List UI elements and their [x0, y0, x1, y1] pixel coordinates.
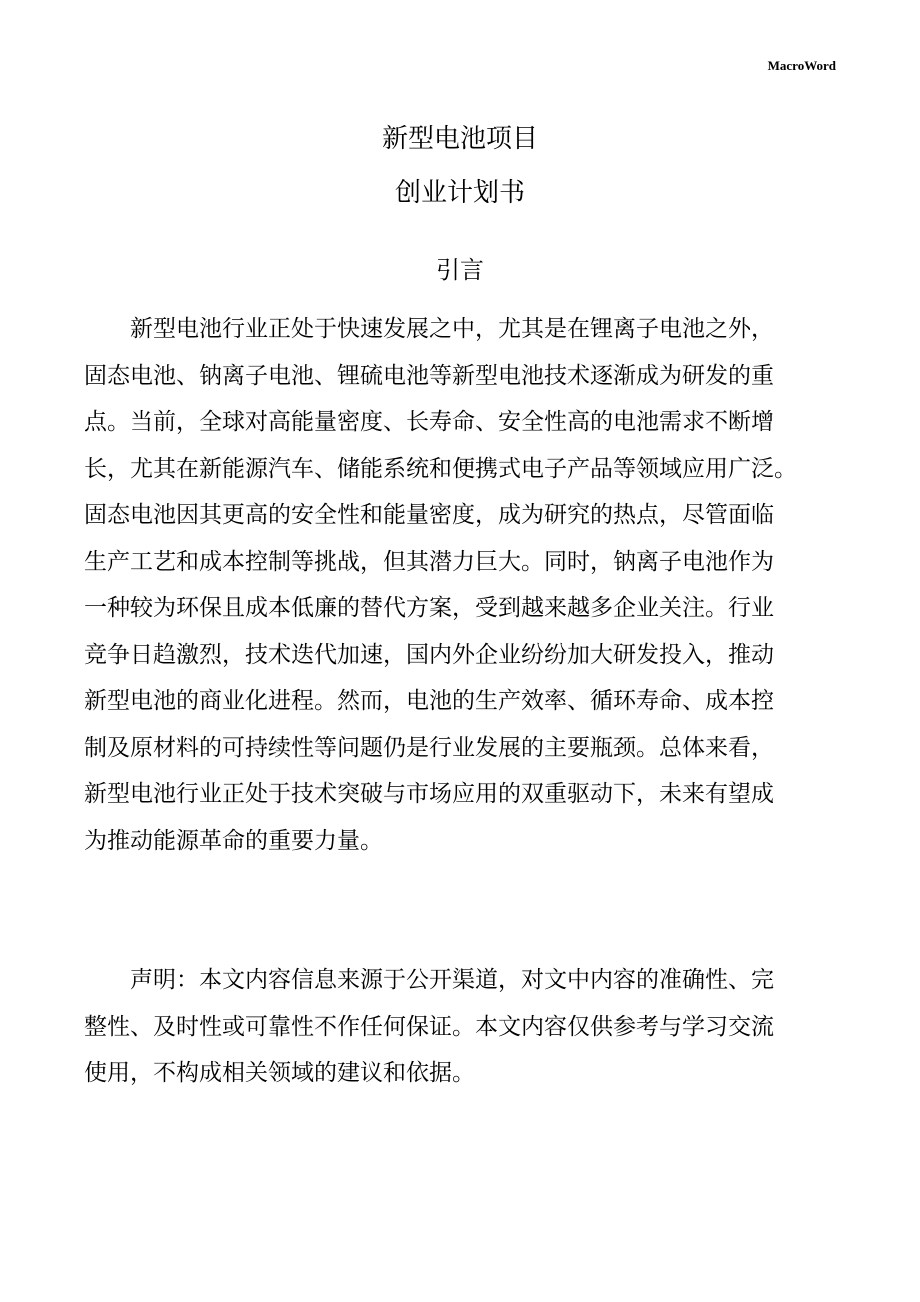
paragraph-line: 固态电池、钠离子电池、锂硫电池等新型电池技术逐渐成为研发的重 — [84, 362, 774, 389]
paragraph-line: 固态电池因其更高的安全性和能量密度，成为研究的热点，尽管面临 — [84, 502, 774, 528]
paragraph-line: 点。当前，全球对高能量密度、长寿命、安全性高的电池需求不断增 — [84, 409, 774, 435]
paragraph-line: 一种较为环保且成本低廉的替代方案，受到越来越多企业关注。行业 — [84, 595, 774, 621]
paragraph-line: 新型电池行业正处于技术突破与市场应用的双重驱动下，未来有望成 — [84, 781, 774, 807]
header-brand: MacroWord — [767, 58, 836, 73]
paragraph-line: 长，尤其在新能源汽车、储能系统和便携式电子产品等领域应用广泛。 — [84, 455, 797, 482]
paragraph-line: 整性、及时性或可靠性不作任何保证。本文内容仅供参考与学习交流 — [84, 1013, 774, 1040]
section-heading: 引言 — [436, 256, 484, 284]
paragraph-line: 生产工艺和成本控制等挑战，但其潜力巨大。同时，钠离子电池作为 — [84, 548, 774, 575]
paragraph-line: 使用，不构成相关领域的建议和依据。 — [84, 1060, 475, 1086]
document-title: 新型电池项目 — [381, 124, 538, 154]
disclaimer-paragraph — [84, 957, 844, 1097]
document-subtitle: 创业计划书 — [394, 178, 525, 208]
paragraph-line: 新型电池行业正处于快速发展之中，尤其是在锂离子电池之外， — [130, 316, 774, 342]
paragraph-line: 声明：本文内容信息来源于公开渠道，对文中内容的准确性、完 — [130, 967, 774, 993]
paragraph-line: 竞争日趋激烈，技术迭代加速，国内外企业纷纷加大研发投入，推动 — [84, 641, 774, 668]
paragraph-line: 新型电池的商业化进程。然而，电池的生产效率、循环寿命、成本控 — [84, 688, 774, 714]
intro-paragraph — [84, 306, 844, 864]
paragraph-line: 为推动能源革命的重要力量。 — [84, 827, 383, 854]
paragraph-line: 制及原材料的可持续性等问题仍是行业发展的主要瓶颈。总体来看， — [84, 734, 774, 761]
